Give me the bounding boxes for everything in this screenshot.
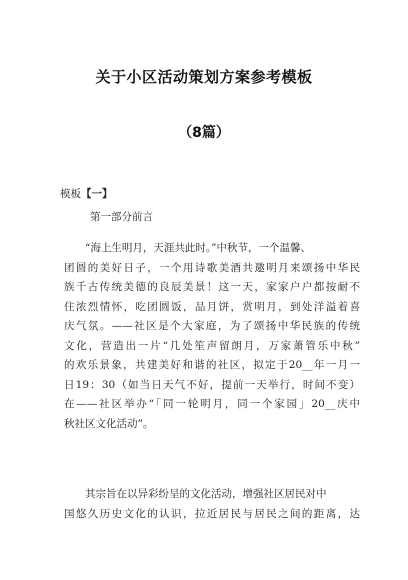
paragraph-line: 日19：30（如当日天气不好，提前一天举行，时间不变） [64, 378, 360, 391]
paragraph-line: 其宗旨在以异彩纷呈的文化活动，增强社区居民对中 [85, 488, 327, 500]
paragraph-line: “海上生明月，天涯共此时。”中秋节，一个温馨、 [85, 242, 311, 254]
paragraph-line: 住浓烈情怀，吃团圆饭，品月饼，赏明月，到处洋溢着喜 [64, 300, 360, 313]
document-count-label: （8篇） [178, 125, 230, 141]
paragraph-line: 秋社区文化活动”。 [64, 417, 154, 430]
paragraph-line: 文化，营造出一片“几处笙声留朗月，万家萧管乐中秋” [64, 339, 360, 352]
paragraph-line: 族千古传统美德的良辰美景！这一天，家家户户都按耐不 [64, 281, 360, 293]
section-heading: 第一部分前言 [90, 211, 153, 223]
template-label [60, 186, 113, 201]
template-label-marker: 【一】 [81, 188, 113, 200]
paragraph-2 [64, 485, 360, 524]
document-title: 关于小区活动策划方案参考模板 [95, 68, 313, 86]
template-label-prefix: 模板 [60, 188, 81, 200]
paragraph-1 [64, 239, 360, 434]
paragraph-line: 团圆的美好日子，一个用诗歌美酒共邀明月来颂扬中华民 [64, 261, 360, 274]
paragraph-line: 在——社区举办“「同一轮明月，同一个家园」20__庆中 [64, 398, 360, 410]
paragraph-line: 庆气氛。——社区是个大家庭，为了颂扬中华民族的传统 [64, 320, 360, 332]
paragraph-line: 国悠久历史文化的认识，拉近居民与居民之间的距离，达 [64, 507, 360, 520]
paragraph-line: 的欢乐景象，共建美好和谐的社区，拟定于20__年一月一 [64, 359, 360, 371]
